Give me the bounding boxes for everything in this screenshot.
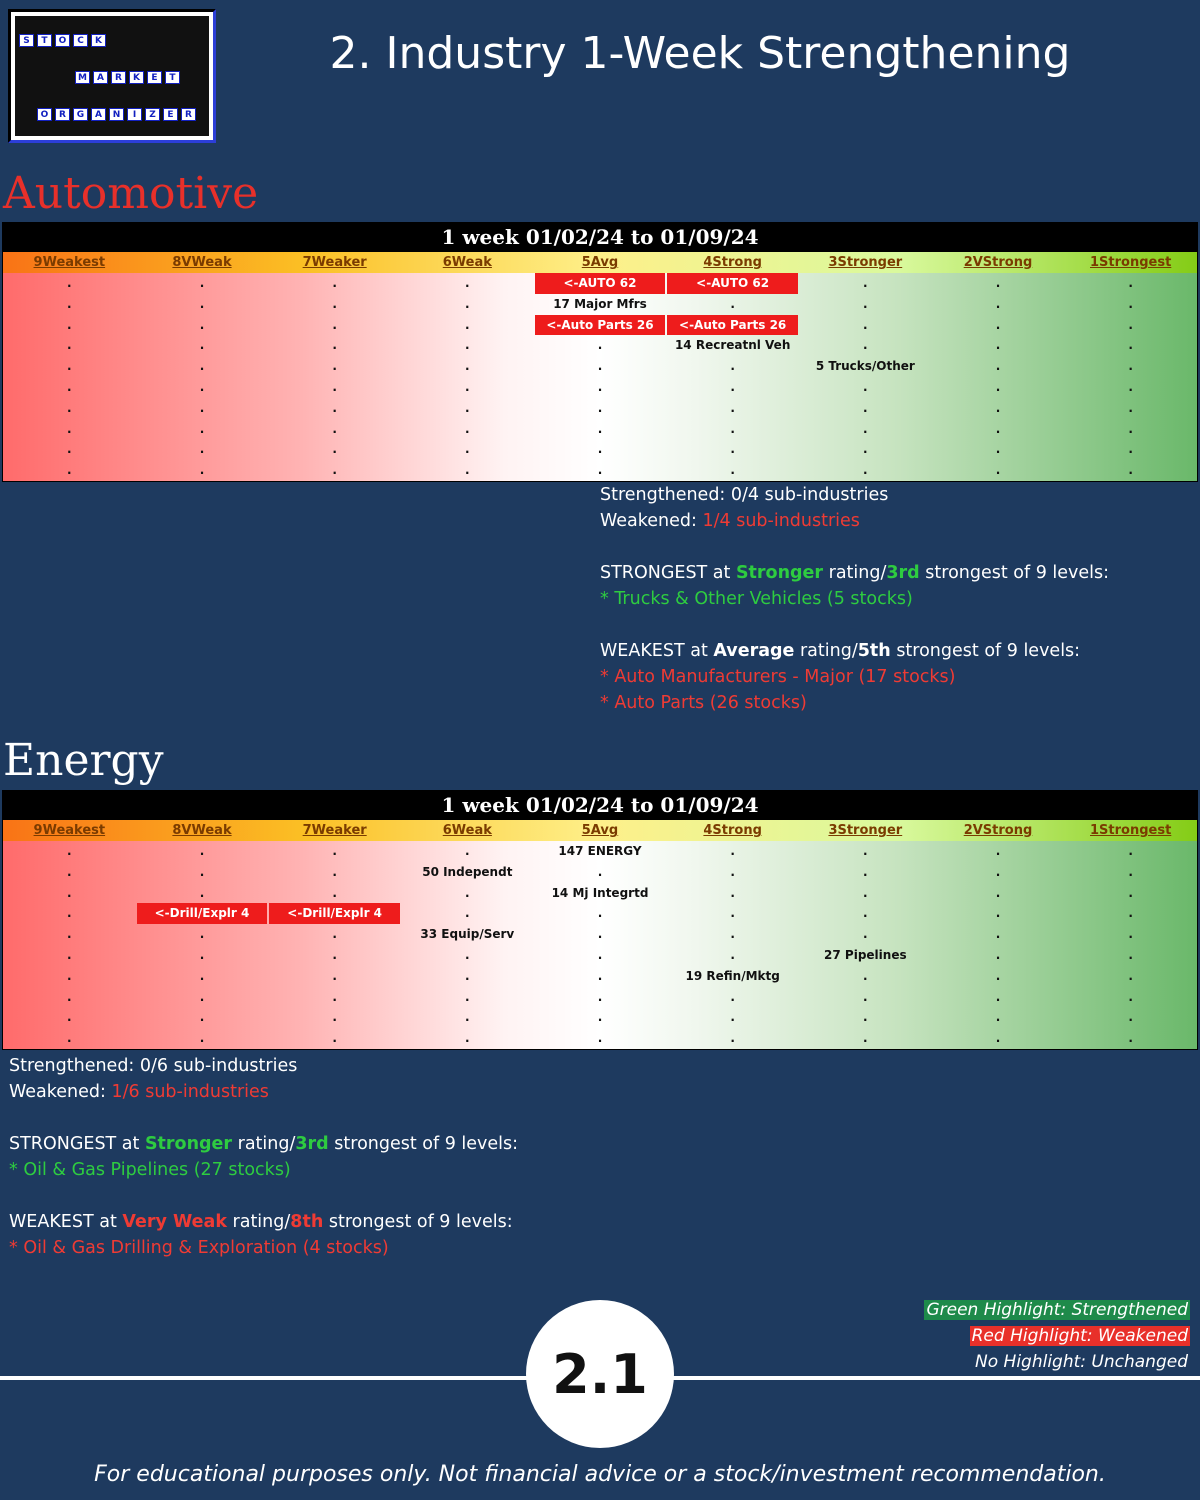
grid-cell-empty: . xyxy=(67,906,72,921)
logo-letter: K xyxy=(91,34,106,47)
energy-summary xyxy=(9,1053,518,1261)
grid-cell-industry: <-Drill/Explr 4 xyxy=(269,903,400,924)
automotive-level-header xyxy=(3,252,1197,273)
grid-cell-empty: . xyxy=(67,400,72,415)
level-header: 8VWeak xyxy=(172,255,232,270)
grid-cell-empty: . xyxy=(465,338,470,353)
level-header: 6Weak xyxy=(442,255,492,270)
grid-cell-empty: . xyxy=(995,1031,1001,1046)
page-number-badge: 2.1 xyxy=(526,1300,674,1448)
grid-cell-empty: . xyxy=(730,463,735,478)
highlight-legend xyxy=(924,1297,1190,1375)
grid-cell-industry: 19 Refin/Mktg xyxy=(685,968,780,983)
grid-cell-empty: . xyxy=(597,1031,603,1046)
grid-cell-empty: . xyxy=(863,844,868,858)
automotive-grid-title: 1 week 01/02/24 to 01/09/24 xyxy=(441,225,759,249)
grid-cell-empty: . xyxy=(730,1010,735,1025)
grid-cell-empty: . xyxy=(199,296,205,311)
grid-cell-empty: . xyxy=(332,400,337,415)
grid-cell-empty: . xyxy=(1128,989,1133,1004)
grid-cell-empty: . xyxy=(199,338,205,353)
grid-cell-empty: . xyxy=(465,844,470,858)
grid-cell-empty: . xyxy=(67,864,72,879)
grid-cell-industry: <-Auto Parts 26 xyxy=(535,315,666,336)
weakest-item: * Auto Manufacturers - Major (17 stocks) xyxy=(600,667,956,687)
grid-cell-empty: . xyxy=(597,400,603,415)
grid-cell-empty: . xyxy=(597,906,603,921)
level-header: 5Avg xyxy=(581,823,619,838)
grid-cell-empty: . xyxy=(67,1010,72,1025)
grid-cell-empty: . xyxy=(67,296,72,311)
level-header: 1Strongest xyxy=(1090,255,1172,270)
grid-cell-empty: . xyxy=(465,989,470,1004)
grid-cell-empty: . xyxy=(1128,296,1133,311)
grid-cell-empty: . xyxy=(730,864,735,879)
grid-cell-empty: . xyxy=(597,864,603,879)
grid-cell-empty: . xyxy=(199,359,205,374)
weakest-line: WEAKEST at Very Weak rating/8th strongest of 9 levels: xyxy=(9,1212,513,1232)
level-header: 6Weak xyxy=(442,823,492,838)
strongest-line: STRONGEST at Stronger rating/3rd strongest of 9 levels: xyxy=(9,1134,519,1154)
grid-cell-empty: . xyxy=(332,463,337,478)
grid-cell-empty: . xyxy=(863,968,868,983)
grid-cell-empty: . xyxy=(332,317,337,332)
logo-letter: I xyxy=(127,108,142,121)
grid-cell-empty: . xyxy=(332,379,337,394)
grid-cell-industry: <-AUTO 62 xyxy=(667,273,798,294)
logo-letter: O xyxy=(37,108,52,121)
grid-cell-empty: . xyxy=(995,864,1001,879)
grid-cell-empty: . xyxy=(199,463,205,478)
grid-cell-empty: . xyxy=(465,885,470,900)
grid-cell-empty: . xyxy=(730,359,735,374)
grid-cell-empty: . xyxy=(995,885,1001,900)
grid-cell-empty: . xyxy=(863,885,868,900)
grid-cell-empty: . xyxy=(465,296,470,311)
grid-cell-empty: . xyxy=(332,947,337,962)
logo-letter: M xyxy=(75,71,90,84)
level-header: 8VWeak xyxy=(172,823,232,838)
grid-cell-empty: . xyxy=(67,885,72,900)
grid-cell-empty: . xyxy=(995,968,1001,983)
strongest-item: * Trucks & Other Vehicles (5 stocks) xyxy=(600,589,913,609)
logo-letter: A xyxy=(93,71,108,84)
logo-letter: N xyxy=(109,108,124,121)
automotive-grid-body xyxy=(3,273,1197,481)
weakened-line: Weakened: 1/4 sub-industries xyxy=(600,511,860,531)
grid-cell-empty: . xyxy=(1128,400,1133,415)
grid-cell-empty: . xyxy=(995,442,1001,457)
grid-cell-empty: . xyxy=(332,338,337,353)
grid-cell-empty: . xyxy=(67,927,72,942)
grid-cell-empty: . xyxy=(465,359,470,374)
legend-none: No Highlight: Unchanged xyxy=(975,1352,1188,1372)
grid-cell-empty: . xyxy=(67,463,72,478)
grid-cell-empty: . xyxy=(597,338,603,353)
grid-cell-empty: . xyxy=(465,968,470,983)
automotive-grid xyxy=(2,222,1198,482)
grid-cell-empty: . xyxy=(995,400,1001,415)
grid-cell-empty: . xyxy=(597,927,603,942)
strengthened-line: Strengthened: 0/6 sub-industries xyxy=(9,1056,298,1076)
grid-cell-empty: . xyxy=(1128,379,1133,394)
level-header: 3Stronger xyxy=(828,823,903,838)
grid-cell-empty: . xyxy=(332,1031,337,1046)
grid-cell-empty: . xyxy=(67,989,72,1004)
grid-cell-empty: . xyxy=(730,947,735,962)
logo-letter: O xyxy=(55,34,70,47)
grid-cell-empty: . xyxy=(67,317,72,332)
grid-cell-empty: . xyxy=(67,276,72,290)
grid-cell-empty: . xyxy=(995,296,1001,311)
grid-cell-empty: . xyxy=(199,927,205,942)
grid-cell-empty: . xyxy=(863,317,868,332)
grid-cell-empty: . xyxy=(597,1010,603,1025)
level-header: 9Weakest xyxy=(33,255,106,270)
grid-cell-empty: . xyxy=(332,276,337,290)
weakest-item: * Auto Parts (26 stocks) xyxy=(600,693,807,713)
strengthened-line: Strengthened: 0/4 sub-industries xyxy=(600,485,889,505)
grid-cell-industry: <-Auto Parts 26 xyxy=(667,315,798,336)
logo-row-stock xyxy=(19,34,106,47)
energy-grid-title: 1 week 01/02/24 to 01/09/24 xyxy=(441,793,759,817)
grid-cell-empty: . xyxy=(597,379,603,394)
grid-cell-industry: 33 Equip/Serv xyxy=(420,927,515,942)
grid-cell-empty: . xyxy=(1128,864,1133,879)
grid-cell-empty: . xyxy=(863,989,868,1004)
page-title: 2. Industry 1-Week Strengthening xyxy=(329,28,1071,79)
grid-cell-empty: . xyxy=(199,379,205,394)
grid-cell-empty: . xyxy=(730,989,735,1004)
grid-cell-empty: . xyxy=(730,906,735,921)
level-header: 9Weakest xyxy=(33,823,106,838)
grid-cell-empty: . xyxy=(863,1010,868,1025)
grid-cell-industry: 17 Major Mfrs xyxy=(553,296,647,311)
energy-section-title: Energy xyxy=(3,735,164,786)
grid-cell-empty: . xyxy=(597,947,603,962)
strongest-line: STRONGEST at Stronger rating/3rd strongest of 9 levels: xyxy=(600,563,1110,583)
logo-letter: T xyxy=(165,71,180,84)
grid-cell-empty: . xyxy=(863,442,868,457)
grid-cell-empty: . xyxy=(465,400,470,415)
grid-cell-empty: . xyxy=(465,442,470,457)
grid-cell-empty: . xyxy=(332,927,337,942)
grid-cell-empty: . xyxy=(199,989,205,1004)
grid-cell-empty: . xyxy=(1128,906,1133,921)
grid-cell-empty: . xyxy=(730,400,735,415)
grid-cell-empty: . xyxy=(465,317,470,332)
logo-row-organizer xyxy=(37,108,196,121)
grid-cell-empty: . xyxy=(1128,276,1133,290)
grid-cell-empty: . xyxy=(67,968,72,983)
grid-cell-empty: . xyxy=(465,1010,470,1025)
grid-cell-empty: . xyxy=(67,379,72,394)
level-header: 7Weaker xyxy=(302,255,367,270)
grid-cell-industry: <-AUTO 62 xyxy=(535,273,666,294)
grid-cell-industry: 27 Pipelines xyxy=(824,947,907,962)
grid-cell-empty: . xyxy=(1128,947,1133,962)
grid-cell-empty: . xyxy=(863,400,868,415)
grid-cell-empty: . xyxy=(597,463,603,478)
grid-cell-empty: . xyxy=(332,864,337,879)
grid-cell-industry: 14 Mj Integrtd xyxy=(551,885,649,900)
grid-cell-empty: . xyxy=(730,885,735,900)
grid-cell-empty: . xyxy=(995,276,1001,290)
grid-cell-empty: . xyxy=(863,1031,868,1046)
logo-letter: R xyxy=(111,71,126,84)
grid-cell-empty: . xyxy=(863,276,868,290)
strongest-item: * Oil & Gas Pipelines (27 stocks) xyxy=(9,1160,291,1180)
grid-cell-empty: . xyxy=(1128,421,1133,436)
grid-cell-empty: . xyxy=(1128,844,1133,858)
grid-cell-empty: . xyxy=(863,927,868,942)
grid-cell-empty: . xyxy=(1128,317,1133,332)
grid-cell-empty: . xyxy=(199,885,205,900)
grid-cell-empty: . xyxy=(995,379,1001,394)
grid-cell-empty: . xyxy=(199,421,205,436)
grid-cell-industry: 147 ENERGY xyxy=(558,844,642,858)
grid-cell-empty: . xyxy=(730,379,735,394)
grid-cell-empty: . xyxy=(597,968,603,983)
logo-letter: C xyxy=(73,34,88,47)
grid-cell-empty: . xyxy=(1128,1031,1133,1046)
grid-cell-empty: . xyxy=(1128,1010,1133,1025)
grid-cell-empty: . xyxy=(332,1010,337,1025)
grid-cell-empty: . xyxy=(995,927,1001,942)
grid-cell-empty: . xyxy=(995,1010,1001,1025)
grid-cell-empty: . xyxy=(597,989,603,1004)
level-header: 3Stronger xyxy=(828,255,903,270)
grid-cell-industry: 5 Trucks/Other xyxy=(815,359,915,374)
grid-cell-empty: . xyxy=(199,317,205,332)
logo-row-market xyxy=(75,71,180,84)
grid-cell-empty: . xyxy=(199,400,205,415)
weakened-line: Weakened: 1/6 sub-industries xyxy=(9,1082,269,1102)
energy-level-header xyxy=(3,820,1197,841)
grid-cell-empty: . xyxy=(863,864,868,879)
logo-letter: G xyxy=(73,108,88,121)
grid-cell-empty: . xyxy=(332,296,337,311)
grid-cell-empty: . xyxy=(465,947,470,962)
grid-cell-empty: . xyxy=(863,906,868,921)
logo-letter: K xyxy=(129,71,144,84)
grid-cell-empty: . xyxy=(730,296,735,311)
grid-cell-empty: . xyxy=(67,947,72,962)
grid-cell-empty: . xyxy=(199,968,205,983)
logo-letter: A xyxy=(91,108,106,121)
level-header: 4Strong xyxy=(703,823,762,838)
grid-cell-empty: . xyxy=(465,463,470,478)
grid-cell-empty: . xyxy=(995,421,1001,436)
grid-cell-empty: . xyxy=(730,927,735,942)
logo-letter: R xyxy=(181,108,196,121)
grid-cell-empty: . xyxy=(67,844,72,858)
grid-cell-empty: . xyxy=(995,989,1001,1004)
grid-cell-empty: . xyxy=(332,421,337,436)
grid-cell-empty: . xyxy=(332,442,337,457)
automotive-summary xyxy=(600,482,1109,716)
grid-cell-empty: . xyxy=(332,359,337,374)
disclaimer: For educational purposes only. Not financial advice or a stock/investment recommendation. xyxy=(94,1462,1106,1487)
level-header: 5Avg xyxy=(581,255,619,270)
grid-cell-empty: . xyxy=(199,442,205,457)
grid-cell-empty: . xyxy=(597,442,603,457)
grid-cell-empty: . xyxy=(199,844,205,858)
grid-cell-empty: . xyxy=(332,989,337,1004)
grid-cell-empty: . xyxy=(730,421,735,436)
logo-letter: S xyxy=(19,34,34,47)
grid-cell-empty: . xyxy=(1128,968,1133,983)
energy-grid xyxy=(2,790,1198,1050)
energy-grid-body xyxy=(3,841,1197,1049)
grid-cell-empty: . xyxy=(863,338,868,353)
grid-cell-industry: 14 Recreatnl Veh xyxy=(674,338,791,353)
grid-cell-empty: . xyxy=(332,844,337,858)
weakest-line: WEAKEST at Average rating/5th strongest of 9 levels: xyxy=(600,641,1081,661)
grid-cell-empty: . xyxy=(863,463,868,478)
grid-cell-empty: . xyxy=(597,359,603,374)
level-header: 1Strongest xyxy=(1090,823,1172,838)
grid-cell-empty: . xyxy=(995,947,1001,962)
grid-cell-empty: . xyxy=(67,338,72,353)
level-header: 2VStrong xyxy=(963,255,1033,270)
grid-cell-empty: . xyxy=(995,338,1001,353)
grid-cell-empty: . xyxy=(597,421,603,436)
logo-letter: Z xyxy=(145,108,160,121)
legend-red: Red Highlight: Weakened xyxy=(971,1326,1188,1346)
level-header: 2VStrong xyxy=(963,823,1033,838)
level-header: 4Strong xyxy=(703,255,762,270)
grid-cell-empty: . xyxy=(465,906,470,921)
grid-cell-empty: . xyxy=(67,1031,72,1046)
grid-cell-industry: <-Drill/Explr 4 xyxy=(137,903,268,924)
automotive-section-title: Automotive xyxy=(3,168,259,219)
grid-cell-empty: . xyxy=(1128,885,1133,900)
stock-market-organizer-logo xyxy=(8,9,216,143)
level-header: 7Weaker xyxy=(302,823,367,838)
grid-cell-empty: . xyxy=(863,379,868,394)
grid-cell-empty: . xyxy=(1128,927,1133,942)
grid-cell-empty: . xyxy=(465,421,470,436)
grid-cell-empty: . xyxy=(1128,442,1133,457)
grid-cell-empty: . xyxy=(995,317,1001,332)
logo-letter: R xyxy=(55,108,70,121)
grid-cell-empty: . xyxy=(1128,338,1133,353)
legend-green: Green Highlight: Strengthened xyxy=(926,1300,1188,1320)
weakest-item: * Oil & Gas Drilling & Exploration (4 stocks) xyxy=(9,1238,389,1258)
logo-letter: T xyxy=(37,34,52,47)
logo-letter: E xyxy=(163,108,178,121)
grid-cell-empty: . xyxy=(332,885,337,900)
grid-cell-empty: . xyxy=(995,359,1001,374)
grid-cell-empty: . xyxy=(199,1010,205,1025)
grid-cell-empty: . xyxy=(199,276,205,290)
grid-cell-industry: 50 Independt xyxy=(422,864,513,879)
grid-cell-empty: . xyxy=(465,276,470,290)
grid-cell-empty: . xyxy=(465,379,470,394)
grid-cell-empty: . xyxy=(199,864,205,879)
grid-cell-empty: . xyxy=(863,296,868,311)
grid-cell-empty: . xyxy=(465,1031,470,1046)
grid-cell-empty: . xyxy=(1128,359,1133,374)
grid-cell-empty: . xyxy=(1128,463,1133,478)
grid-cell-empty: . xyxy=(332,968,337,983)
grid-cell-empty: . xyxy=(67,421,72,436)
grid-cell-empty: . xyxy=(199,1031,205,1046)
grid-cell-empty: . xyxy=(995,463,1001,478)
grid-cell-empty: . xyxy=(199,947,205,962)
logo-letter: E xyxy=(147,71,162,84)
grid-cell-empty: . xyxy=(730,1031,735,1046)
grid-cell-empty: . xyxy=(67,442,72,457)
grid-cell-empty: . xyxy=(730,844,735,858)
grid-cell-empty: . xyxy=(995,906,1001,921)
grid-cell-empty: . xyxy=(67,359,72,374)
grid-cell-empty: . xyxy=(863,421,868,436)
grid-cell-empty: . xyxy=(730,442,735,457)
grid-cell-empty: . xyxy=(995,844,1001,858)
